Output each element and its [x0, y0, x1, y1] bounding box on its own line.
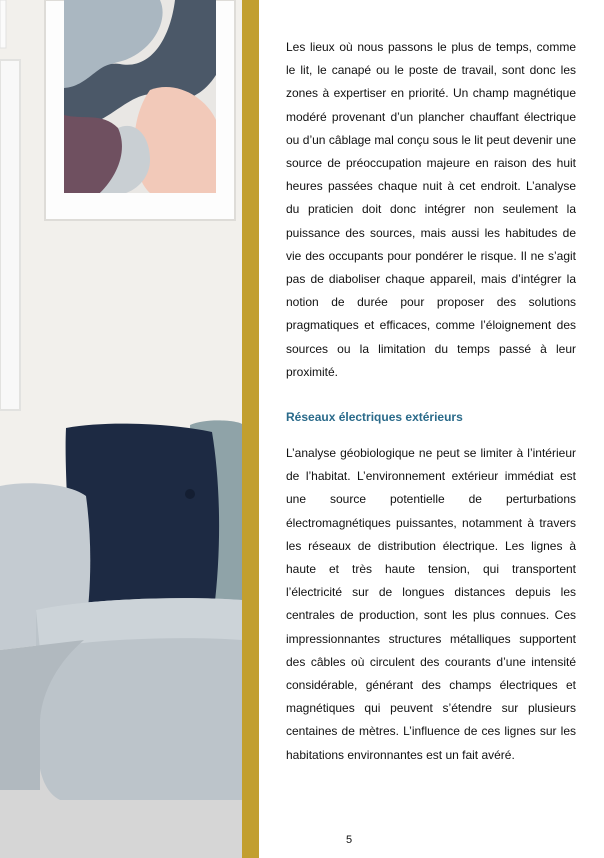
living-room-illustration [0, 0, 242, 858]
section-heading: Réseaux électriques extérieurs [286, 410, 463, 425]
side-frame [0, 60, 20, 410]
body-paragraph: L’analyse géobiologique ne peut se limiter à l’intérieur de l’habitat. L’environnement extérieur immédiat est une source potentielle de perturbations électromagnétiques puissantes, notamment à travers les réseaux de distribution électrique. Les lignes à haute et très haute tension, qui transportent l’électricité sur de longues distances depuis les centrales de production, sont les plus connues. Ces impressionnantes structures métalliques supportent des câbles où circulent des courants d’une intensité considérable, générant des champs électriques et magnétiques qui peuvent s’étendre sur plusieurs centaines de mètres. L’influence de ces lignes sur les habitations environnantes est un fait avéré. [286, 446, 576, 762]
accent-bar [242, 0, 259, 858]
page-number: 5 [345, 834, 353, 846]
article-body [286, 36, 576, 767]
interior-photo [0, 0, 242, 858]
body-paragraph: Les lieux où nous passons le plus de temps, comme le lit, le canapé ou le poste de travail, sont donc les zones à expertiser en priorité. Un champ magnétique modéré provenant d’un plancher chauffant électrique ou d’un câblage mal conçu sous le lit peut devenir une source de préoccupation majeure en raison des huit heures passées chaque nuit à cet endroit. L’analyse du praticien doit donc intégrer non seulement la puissance des sources, mais aussi les habitudes de vie des occupants pour pondérer le risque. Il ne s’agit pas de diaboliser chaque appareil, mais d’intégrer la notion de durée pour proposer des solutions pragmatiques et efficaces, comme l’éloignement des sources ou la limitation du temps passé à leur proximité. [286, 40, 576, 379]
framed-art [45, 0, 235, 220]
